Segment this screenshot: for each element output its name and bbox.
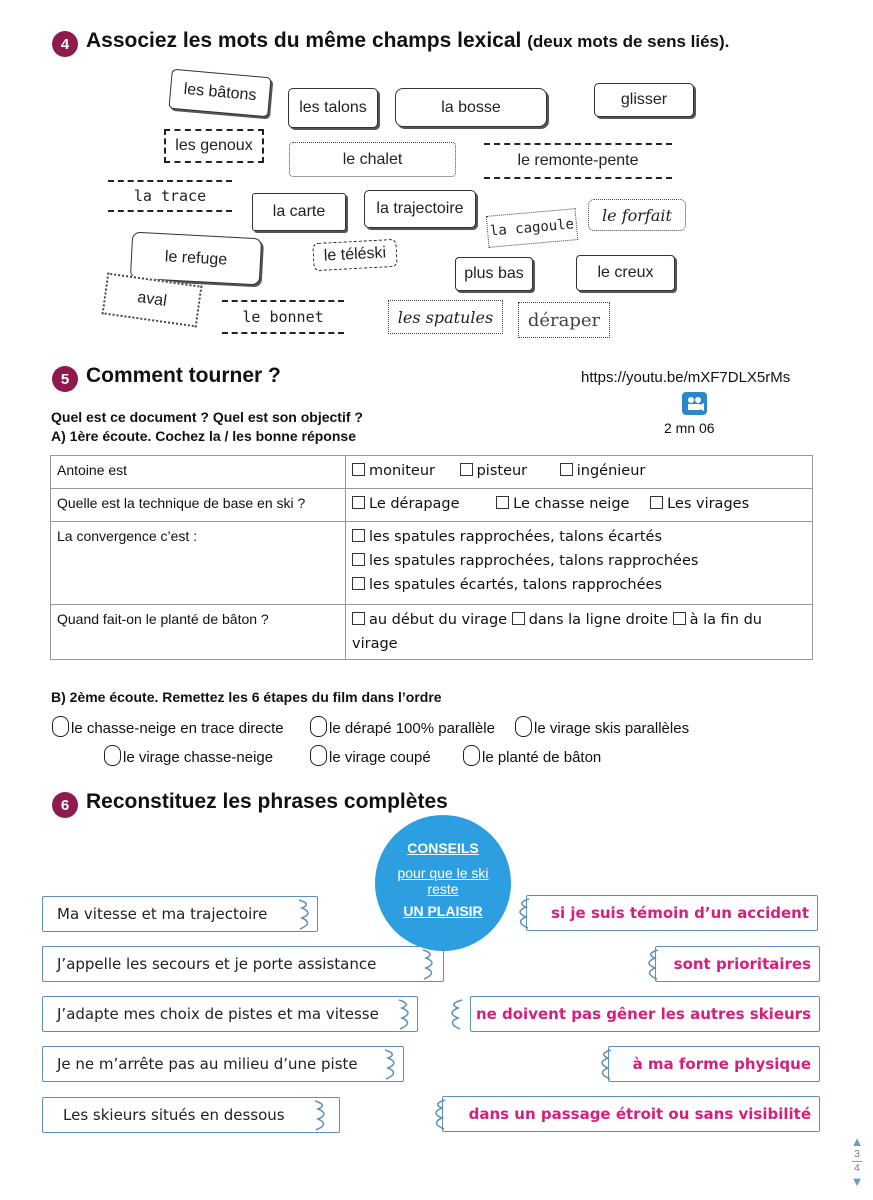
checkbox[interactable]	[352, 496, 365, 509]
checkbox[interactable]	[352, 463, 365, 476]
checkbox[interactable]	[352, 529, 365, 542]
word-card[interactable]: les genoux	[164, 129, 264, 163]
checkbox[interactable]	[673, 612, 686, 625]
document-question: Quel est ce document ? Quel est son objectif ?	[51, 409, 363, 425]
exercise-4-title: Associez les mots du même champs lexical (deux mots de sens liés).	[86, 29, 730, 52]
order-box[interactable]	[515, 716, 532, 737]
page-current: 3	[854, 1149, 860, 1160]
question-cell: La convergence c’est :	[51, 522, 346, 605]
step-item[interactable]: le virage skis parallèles	[515, 716, 689, 737]
order-box[interactable]	[52, 716, 69, 737]
badge-line: reste	[427, 881, 459, 897]
page-up-icon[interactable]: ▲	[850, 1134, 864, 1149]
question-cell: Quand fait-on le planté de bâton ?	[51, 605, 346, 660]
sentence-start[interactable]: Les skieurs situés en dessous	[42, 1097, 340, 1133]
step-item[interactable]: le virage chasse-neige	[104, 745, 273, 766]
sentence-end[interactable]: ne doivent pas gêner les autres skieurs	[470, 996, 820, 1032]
checkbox[interactable]	[352, 577, 365, 590]
word-card[interactable]: la bosse	[395, 88, 547, 127]
word-card[interactable]: la trace	[108, 180, 232, 212]
second-listening-instruction: B) 2ème écoute. Remettez les 6 étapes du film dans l’ordre	[51, 689, 442, 705]
badge-line: pour que le ski	[397, 865, 489, 881]
sentence-end[interactable]: si je suis témoin d’un accident	[526, 895, 818, 931]
answer-cell: au début du virage dans la ligne droite à la fin du virage	[346, 605, 813, 660]
torn-edge-icon	[424, 1096, 448, 1132]
word-card[interactable]: le forfait	[588, 199, 686, 231]
step-item[interactable]: le dérapé 100% parallèle	[310, 716, 495, 737]
exercise-6-number: 6	[52, 792, 78, 818]
torn-edge-icon	[508, 895, 532, 931]
question-cell: Quelle est la technique de base en ski ?	[51, 489, 346, 522]
torn-edge-icon	[396, 996, 466, 1032]
word-card[interactable]: glisser	[594, 83, 694, 117]
word-card[interactable]: le refuge	[130, 232, 262, 286]
word-card[interactable]: plus bas	[455, 257, 533, 291]
video-link[interactable]: https://youtu.be/mXF7DLX5rMs	[581, 369, 791, 386]
answer-cell: les spatules rapprochées, talons écartés les spatules rapprochées, talons rapprochées les spatules écartés, talons rapprochées	[346, 522, 813, 605]
badge-line: CONSEILS	[407, 840, 479, 856]
word-card[interactable]: les bâtons	[168, 69, 271, 118]
word-card[interactable]: aval	[102, 273, 203, 328]
badge-line: UN PLAISIR	[403, 903, 483, 919]
exercise-5-number: 5	[52, 366, 78, 392]
table-row	[51, 522, 813, 605]
sentence-start[interactable]: J’appelle les secours et je porte assistance	[42, 946, 444, 982]
table-row	[51, 489, 813, 522]
exercise-5-title: Comment tourner ?	[86, 364, 281, 387]
page-total: 4	[854, 1163, 860, 1174]
checkbox[interactable]	[512, 612, 525, 625]
order-box[interactable]	[463, 745, 480, 766]
word-card[interactable]: déraper	[518, 302, 610, 338]
sentence-start[interactable]: Ma vitesse et ma trajectoire	[42, 896, 318, 932]
word-card[interactable]: la carte	[252, 193, 346, 231]
quiz-table	[50, 455, 813, 660]
table-row	[51, 456, 813, 489]
sentence-end[interactable]: à ma forme physique	[608, 1046, 820, 1082]
torn-edge-icon	[382, 1046, 406, 1082]
word-card[interactable]: le téléski	[312, 239, 397, 271]
word-card[interactable]: le creux	[576, 255, 675, 291]
word-card[interactable]: les talons	[288, 88, 378, 128]
step-item[interactable]: le virage coupé	[310, 745, 431, 766]
sentence-end[interactable]: dans un passage étroit ou sans visibilité	[442, 1096, 820, 1132]
checkbox[interactable]	[496, 496, 509, 509]
checkbox[interactable]	[460, 463, 473, 476]
torn-edge-icon	[296, 896, 320, 932]
order-box[interactable]	[310, 716, 327, 737]
advice-badge	[375, 815, 511, 951]
checkbox[interactable]	[650, 496, 663, 509]
torn-edge-icon	[637, 946, 661, 982]
word-card[interactable]: la trajectoire	[364, 190, 476, 228]
checkbox[interactable]	[560, 463, 573, 476]
sentence-start[interactable]: Je ne m’arrête pas au milieu d’une piste	[42, 1046, 404, 1082]
word-card[interactable]: le chalet	[289, 142, 456, 177]
video-duration: 2 mn 06	[664, 420, 715, 436]
word-card[interactable]: le bonnet	[222, 300, 344, 334]
step-item[interactable]: le planté de bâton	[463, 745, 601, 766]
table-row	[51, 605, 813, 660]
first-listening-instruction: A) 1ère écoute. Cochez la / les bonne réponse	[51, 428, 356, 444]
torn-edge-icon	[420, 946, 444, 982]
pager	[849, 1134, 865, 1189]
torn-edge-icon	[312, 1097, 336, 1133]
word-card[interactable]: la cagoule	[486, 208, 578, 248]
video-camera-icon[interactable]	[682, 392, 707, 415]
word-card[interactable]: les spatules	[388, 300, 503, 334]
exercise-4-number: 4	[52, 31, 78, 57]
word-card[interactable]: le remonte-pente	[484, 143, 672, 179]
torn-edge-icon	[590, 1046, 614, 1082]
checkbox[interactable]	[352, 612, 365, 625]
checkbox[interactable]	[352, 553, 365, 566]
order-box[interactable]	[104, 745, 121, 766]
question-cell: Antoine est	[51, 456, 346, 489]
step-item[interactable]: le chasse-neige en trace directe	[52, 716, 284, 737]
sentence-start[interactable]: J’adapte mes choix de pistes et ma vitesse	[42, 996, 418, 1032]
page-down-icon[interactable]: ▼	[850, 1174, 864, 1189]
answer-cell: Le dérapage Le chasse neige Les virages	[346, 489, 813, 522]
answer-cell: moniteur pisteur ingénieur	[346, 456, 813, 489]
exercise-6-title: Reconstituez les phrases complètes	[86, 790, 448, 813]
order-box[interactable]	[310, 745, 327, 766]
sentence-end[interactable]: sont prioritaires	[655, 946, 820, 982]
